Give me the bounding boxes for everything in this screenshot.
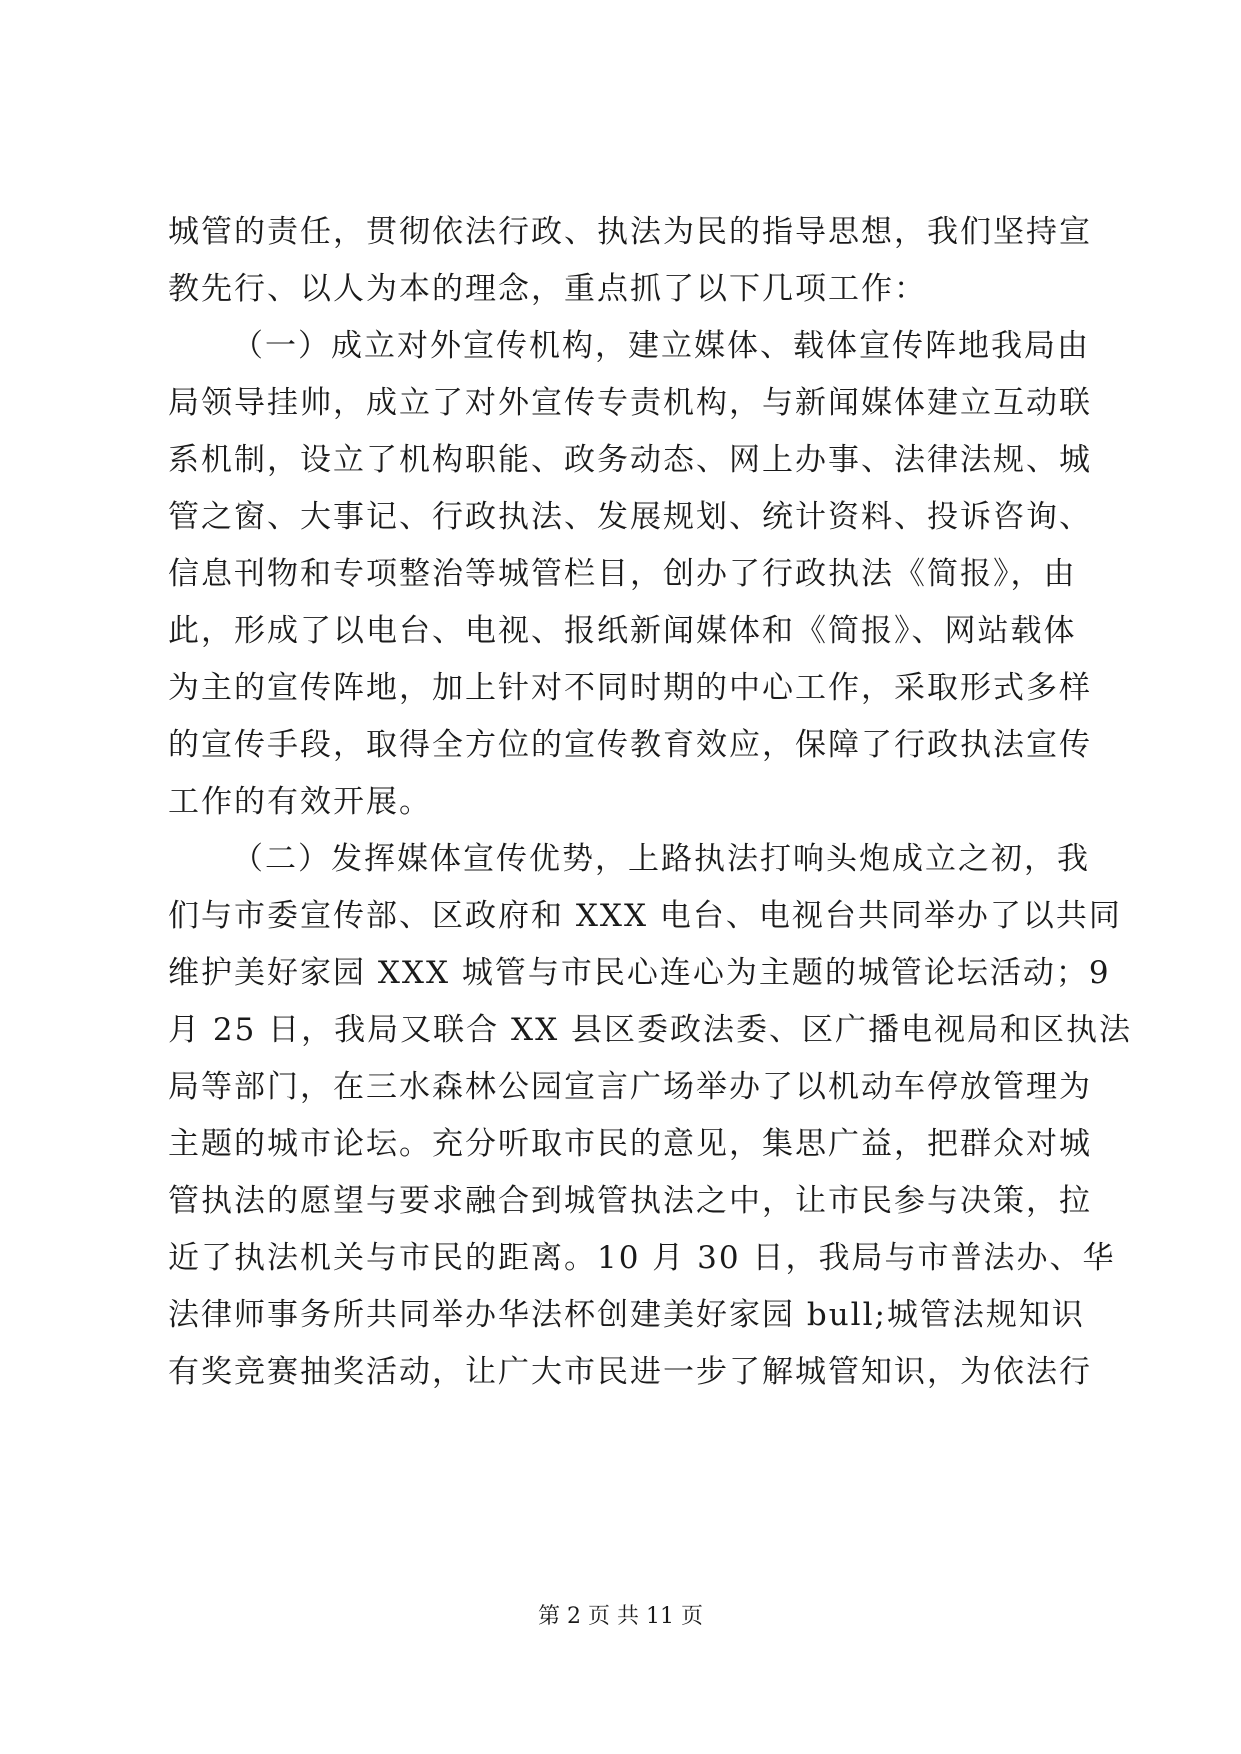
text-line: 此，形成了以电台、电视、报纸新闻媒体和《简报》、网站载体 [168,613,1077,649]
text-line: 工作的有效开展。 [168,784,432,820]
text-line: 管之窗、大事记、行政执法、发展规划、统计资料、投诉咨询、 [168,499,1092,535]
text-line: 的宣传手段，取得全方位的宣传教育效应，保障了行政执法宣传 [168,727,1092,763]
text-line: 城管的责任，贯彻依法行政、执法为民的指导思想，我们坚持宣 [168,214,1092,250]
text-line: 月 25 日，我局又联合 XX 县区委政法委、区广播电视局和区执法 [168,1012,1132,1048]
text-line: 局等部门，在三水森林公园宣言广场举办了以机动车停放管理为 [168,1069,1092,1105]
text-line: 为主的宣传阵地，加上针对不同时期的中心工作，采取形式多样 [168,670,1092,706]
text-line: 系机制，设立了机构职能、政务动态、网上办事、法律法规、城 [168,442,1092,478]
text-line: 有奖竞赛抽奖活动，让广大市民进一步了解城管知识，为依法行 [168,1354,1092,1390]
text-line: 教先行、以人为本的理念，重点抓了以下几项工作： [168,271,927,307]
text-line: 法律师事务所共同举办华法杯创建美好家园 bull;城管法规知识 [168,1297,1085,1333]
paragraph-heading-1: （一）成立对外宣传机构，建立媒体、载体宣传阵地我局由 [232,328,1090,364]
page-footer: 第 2 页 共 11 页 [538,1604,703,1629]
text-line: 管执法的愿望与要求融合到城管执法之中，让市民参与决策，拉 [168,1183,1092,1219]
text-line: 信息刊物和专项整治等城管栏目，创办了行政执法《简报》，由 [168,556,1077,592]
text-line: 近了执法机关与市民的距离。10 月 30 日，我局与市普法办、华 [168,1240,1116,1276]
text-line: 维护美好家园 XXX 城管与市民心连心为主题的城管论坛活动；9 [168,955,1111,991]
text-line: 主题的城市论坛。充分听取市民的意见，集思广益，把群众对城 [168,1126,1092,1162]
text-line: 们与市委宣传部、区政府和 XXX 电台、电视台共同举办了以共同 [168,898,1122,934]
paragraph-heading-2: （二）发挥媒体宣传优势，上路执法打响头炮成立之初，我 [232,841,1090,877]
text-line: 局领导挂帅，成立了对外宣传专责机构，与新闻媒体建立互动联 [168,385,1092,421]
